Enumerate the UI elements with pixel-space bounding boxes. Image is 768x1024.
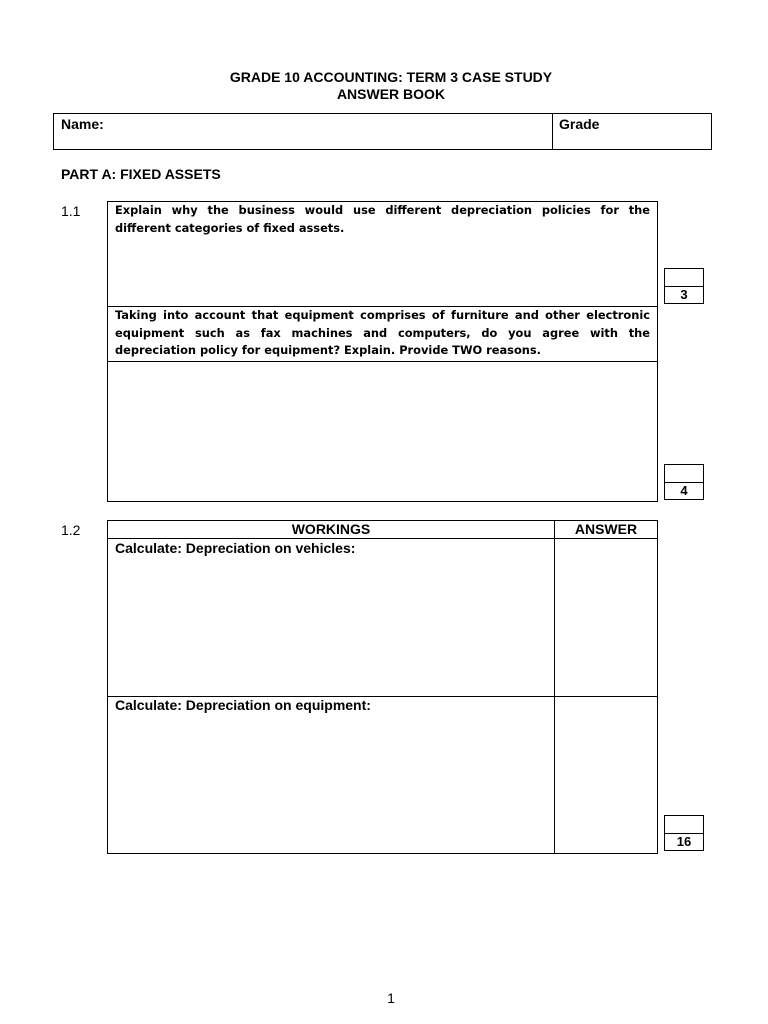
student-info-divider bbox=[552, 113, 553, 150]
answer-column-header: ANSWER bbox=[574, 521, 638, 537]
question-1-1-divider-2 bbox=[107, 361, 658, 362]
workings-column-header: WORKINGS bbox=[291, 521, 371, 537]
calc-equipment-label: Calculate: Depreciation on equipment: bbox=[115, 697, 371, 713]
question-1-2-header-divider bbox=[107, 538, 658, 539]
question-1-1-prompt-1: Explain why the business would use different depreciation policies for the different categories of fixed assets. bbox=[115, 203, 650, 235]
part-a-heading: PART A: FIXED ASSETS bbox=[61, 166, 221, 182]
student-info-box bbox=[53, 113, 712, 150]
question-1-2-column-divider bbox=[554, 520, 555, 854]
calc-vehicles-label: Calculate: Depreciation on vehicles: bbox=[115, 540, 356, 556]
page-number: 1 bbox=[387, 990, 395, 1006]
mark-box-q1-2 bbox=[664, 815, 704, 851]
question-1-1-number: 1.1 bbox=[61, 203, 81, 219]
grade-label: Grade bbox=[559, 116, 600, 132]
mark-value: 16 bbox=[676, 834, 692, 849]
mark-box-q1-1-a bbox=[664, 268, 704, 304]
question-1-1-prompt-2: Taking into account that equipment comprises of furniture and other electronic equipment such as fax machines and computers, do you agree with the depreciation policy for equipment? Explain. Provide TWO reasons. bbox=[115, 308, 650, 357]
name-label: Name: bbox=[61, 116, 104, 132]
question-1-2-table bbox=[107, 520, 658, 854]
document-subtitle: ANSWER BOOK bbox=[336, 86, 446, 102]
mark-box-q1-1-b bbox=[664, 464, 704, 500]
question-1-2-number: 1.2 bbox=[61, 522, 81, 538]
mark-value: 3 bbox=[680, 287, 688, 302]
mark-value: 4 bbox=[680, 483, 688, 498]
document-title: GRADE 10 ACCOUNTING: TERM 3 CASE STUDY bbox=[229, 69, 553, 85]
